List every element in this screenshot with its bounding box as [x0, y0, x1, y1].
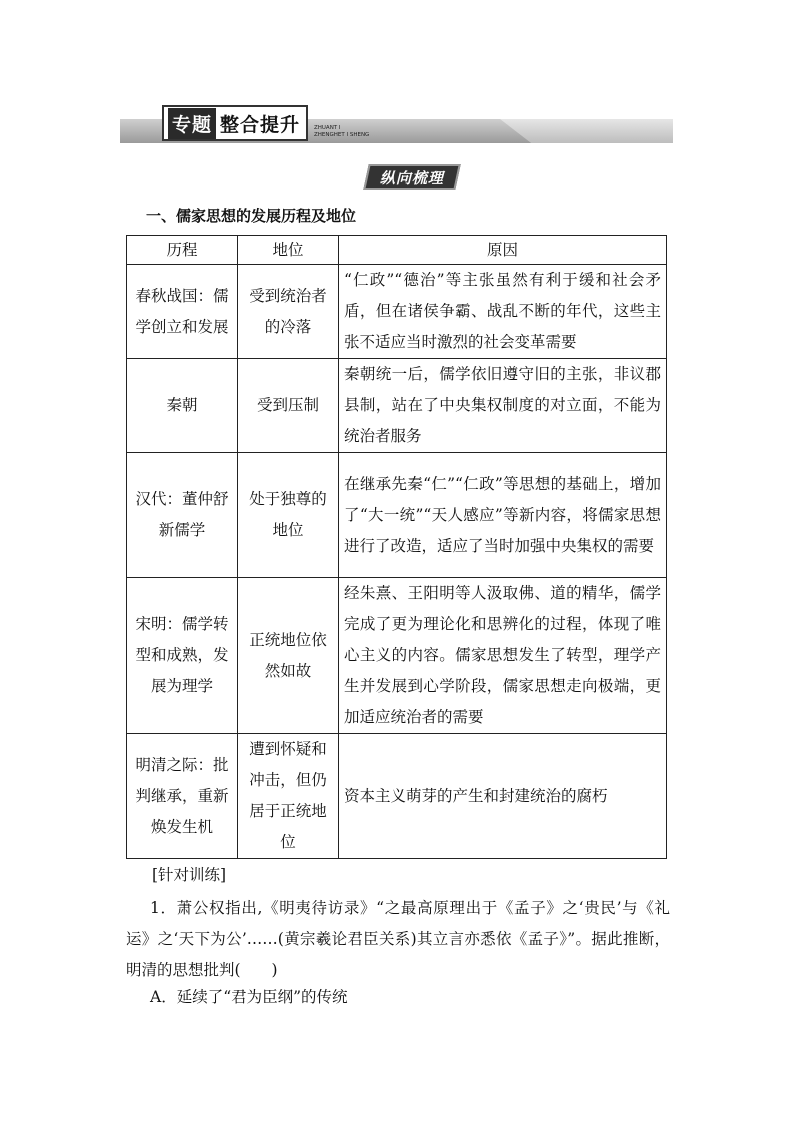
table-row: [127, 734, 667, 859]
header-reason: 原因: [339, 236, 667, 265]
chapter-banner: [120, 103, 673, 143]
pinyin-line-2: ZHENGHET I SHENG: [314, 132, 370, 138]
header-status: 地位: [238, 236, 339, 265]
option-a: A．延续了“君为臣纲”的传统: [150, 988, 348, 1006]
section-badge-label: 纵向梳理: [379, 168, 444, 187]
table-row: [127, 359, 667, 453]
cell-period: 汉代：董仲舒新儒学: [127, 453, 238, 578]
section-badge: [363, 164, 461, 190]
cell-period: 秦朝: [127, 359, 238, 453]
table-row: [127, 578, 667, 734]
cell-reason: 在继承先秦“仁”“仁政”等思想的基础上，增加了“大一统”“天人感应”等新内容，将儒家思想进行了改造，适应了当时加强中央集权的需要: [339, 453, 667, 578]
question-1: 1．萧公权指出,《明夷待访录》“之最高原理出于《孟子》之‘贵民’与《礼运》之‘天下为公’……(黄宗羲论君臣关系)其立言亦悉依《孟子》”。据此推断，明清的思想批判( ): [126, 899, 670, 979]
table-row: [127, 453, 667, 578]
banner-title-light: 整合提升: [220, 113, 301, 136]
cell-status: 受到统治者的冷落: [238, 265, 339, 359]
cell-status: 受到压制: [238, 359, 339, 453]
cell-reason: 资本主义萌芽的产生和封建统治的腐朽: [339, 734, 667, 859]
cell-reason: 经朱熹、王阳明等人汲取佛、道的精华，儒学完成了更为理论化和思辨化的过程，体现了唯心主义的内容。儒家思想发生了转型，理学产生并发展到心学阶段，儒家思想走向极端，更加适应统治者的需要: [339, 578, 667, 734]
header-period: 历程: [127, 236, 238, 265]
exercise-tag: [针对训练]: [152, 866, 227, 884]
cell-period: 春秋战国：儒学创立和发展: [127, 265, 238, 359]
pinyin-line-1: ZHUANT I: [314, 125, 341, 131]
banner-title-dark: 专题: [168, 108, 216, 139]
cell-reason: 秦朝统一后，儒学依旧遵守旧的主张，非议郡县制，站在了中央集权制度的对立面，不能为统治者服务: [339, 359, 667, 453]
cell-reason: “仁政”“德治”等主张虽然有利于缓和社会矛盾，但在诸侯争霸、战乱不断的年代，这些主张不适应当时激烈的社会变革需要: [339, 265, 667, 359]
cell-status: 遭到怀疑和冲击，但仍居于正统地位: [238, 734, 339, 859]
cell-status: 处于独尊的地位: [238, 453, 339, 578]
cell-period: 宋明：儒学转型和成熟，发展为理学: [127, 578, 238, 734]
table-row: [127, 265, 667, 359]
table-header-row: [127, 236, 667, 265]
section-heading: 一、儒家思想的发展历程及地位: [146, 207, 357, 225]
cell-status: 正统地位依然如故: [238, 578, 339, 734]
history-table: [126, 235, 667, 859]
cell-period: 明清之际：批判继承，重新焕发生机: [127, 734, 238, 859]
banner-pinyin: [314, 125, 369, 139]
banner-title: [162, 105, 308, 141]
